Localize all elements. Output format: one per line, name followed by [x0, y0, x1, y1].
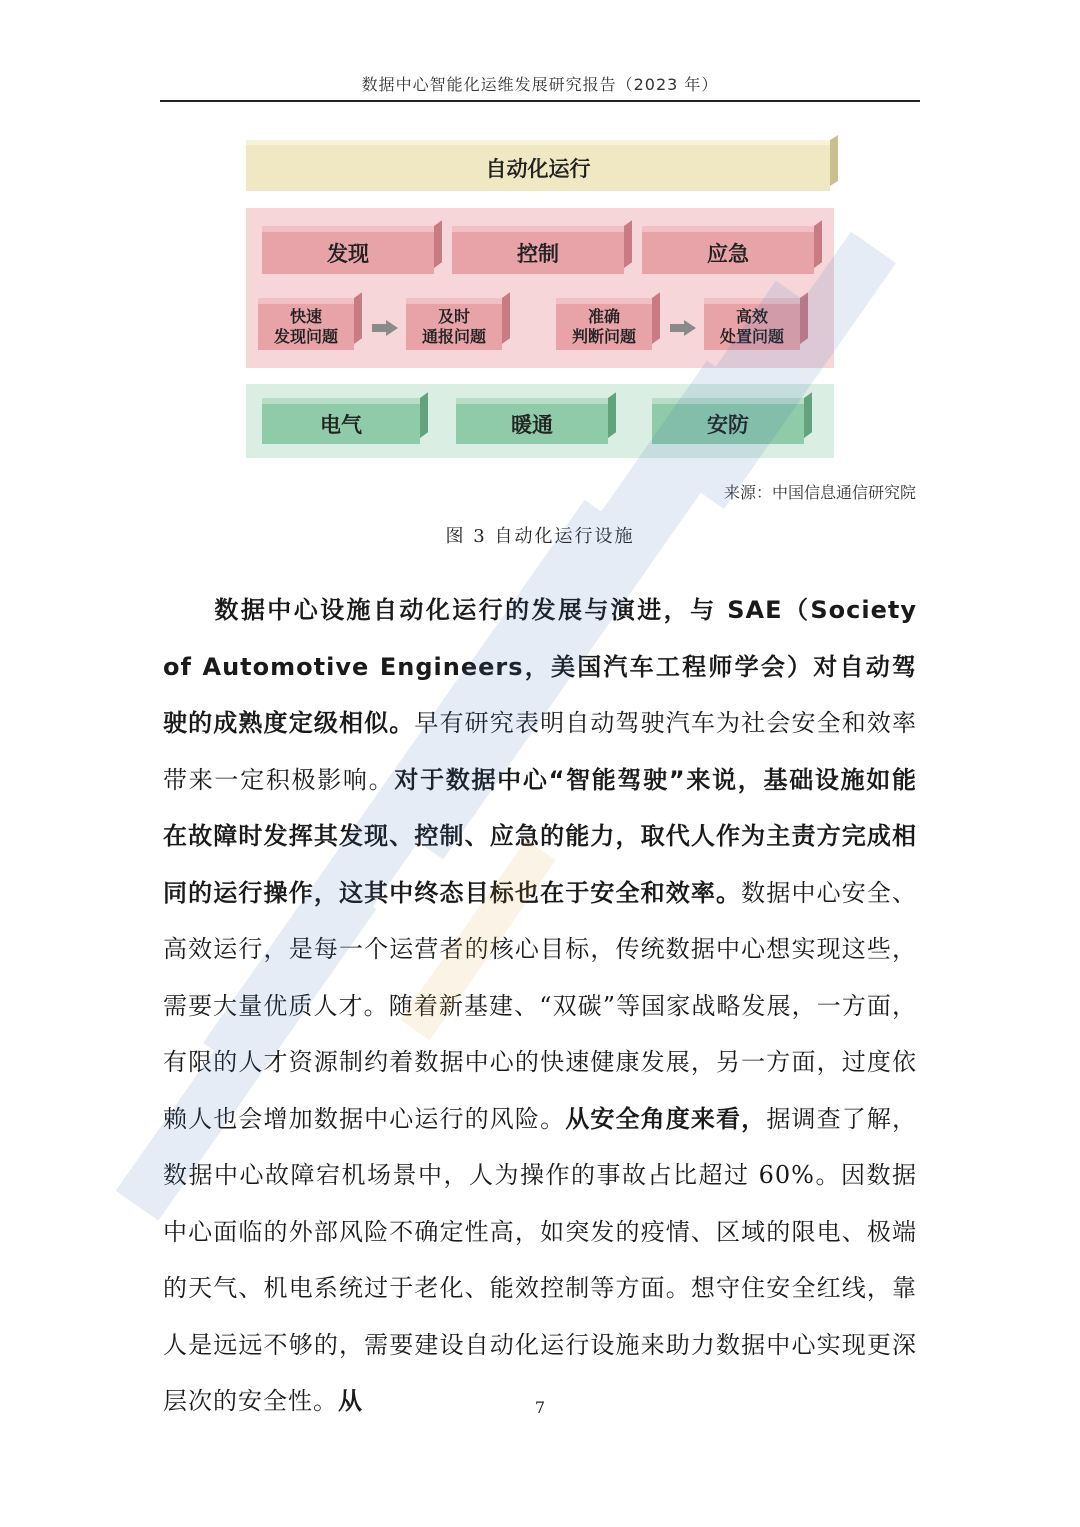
arrow-right-icon [670, 320, 696, 336]
step-4-line1: 高效 [735, 307, 768, 326]
sentence-7: 从 [338, 1387, 363, 1415]
figure-label-emergency: 应急 [642, 232, 814, 274]
figure-step-3 [556, 304, 652, 350]
body-paragraph [163, 582, 917, 1430]
page-number: 7 [534, 1398, 546, 1417]
figure-step-4 [704, 304, 800, 350]
sentence-1: 数据中心设施自动化运行的发展与演进，与 SAE（Society of Automotive Engineers，美国汽车工程师学会）对自动驾驶的成熟度定级相似。 [163, 596, 917, 737]
figure-label-discover: 发现 [262, 232, 434, 274]
sentence-5: 从安全角度来看， [565, 1104, 767, 1133]
step-3-line1: 准确 [587, 307, 620, 326]
figure-label-control: 控制 [452, 232, 624, 274]
figure-top-label: 自动化运行 [246, 145, 830, 191]
step-1-line1: 快速 [289, 307, 322, 326]
figure-step-2 [406, 304, 502, 350]
step-1-line2: 发现问题 [273, 327, 338, 346]
figure-label-electrical: 电气 [262, 404, 420, 444]
step-2-line1: 及时 [437, 307, 470, 326]
step-4-line2: 处置问题 [719, 327, 784, 346]
sentence-3: 对于数据中心“智能驾驶”来说，基础设施如能在故障时发挥其发现、控制、应急的能力，取代人作为主责方完成相同的运行操作，这其中终态目标也在于安全和效率。 [163, 765, 918, 907]
arrow-right-icon [372, 320, 398, 336]
sentence-6: 据调查了解，数据中心故障宕机场景中，人为操作的事故占比超过 60%。因数据中心面临的外部风险不确定性高，如突发的疫情、区域的限电、极端的天气、机电系统过于老化、能效控制等方面。想守住安全红线，靠人是远远不够的，需要建设自动化运行设施来助力数据中心实现更深层次的安全性。 [163, 1104, 918, 1415]
figure-label-security: 安防 [652, 404, 804, 444]
figure-caption: 图 3 自动化运行设施 [445, 526, 635, 547]
running-header: 数据中心智能化运维发展研究报告（2023 年） [361, 75, 719, 94]
sentence-2: 早有研究表明自动驾驶汽车为社会安全和效率带来一定积极影响。 [163, 709, 918, 794]
sentence-4: 数据中心安全、高效运行，是每一个运营者的核心目标，传统数据中心想实现这些，需要大量优质人才。随着新基建、“双碳”等国家战略发展，一方面，有限的人才资源制约着数据中心的快速健康发展，另一方面，过度依赖人也会增加数据中心运行的风险。 [163, 878, 917, 1133]
figure-source: 来源：中国信息通信研究院 [723, 483, 916, 502]
figure-label-hvac: 暖通 [456, 404, 608, 444]
header-rule [160, 100, 920, 102]
figure-step-1 [258, 304, 354, 350]
figure-automation-facilities [246, 140, 838, 460]
step-3-line2: 判断问题 [571, 327, 636, 346]
step-2-line2: 通报问题 [421, 327, 486, 346]
